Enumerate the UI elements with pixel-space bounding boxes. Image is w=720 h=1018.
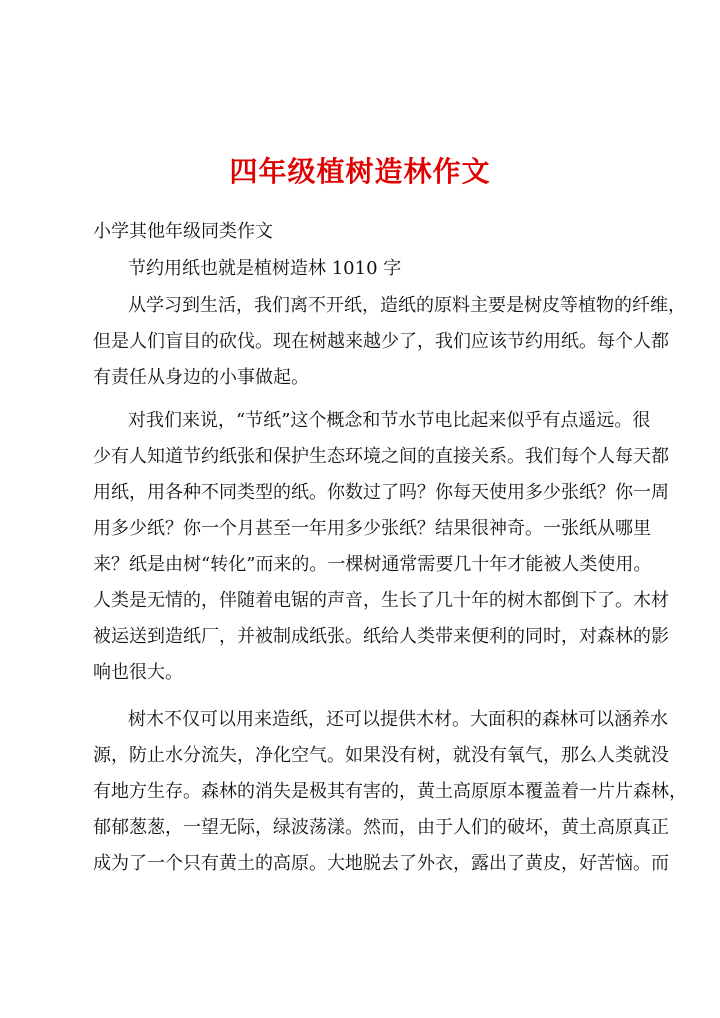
paragraph-line: 用多少纸？你一个月甚至一年用多少张纸？结果很神奇。一张纸从哪里 <box>93 518 651 539</box>
paragraph-line: 源，防止水分流失，净化空气。如果没有树，就没有氧气，那么人类就没 <box>93 745 669 766</box>
paragraph-3 <box>93 709 687 890</box>
category-label <box>93 222 633 242</box>
subtitle <box>128 259 633 279</box>
paragraph-2 <box>93 410 669 699</box>
page-title: 四年级植树造林作文 <box>229 155 491 188</box>
category-text: 小学其他年级同类作文 <box>93 221 273 242</box>
paragraph-line: 对我们来说，“节纸”这个概念和节水节电比起来似乎有点遥远。很 <box>128 410 651 431</box>
paragraph-line: 有责任从身边的小事做起。 <box>93 367 309 388</box>
subtitle-text: 节约用纸也就是植树造林 1010 字 <box>128 258 402 279</box>
paragraph-line: 来？纸是由树“转化”而来的。一棵树通常需要几十年才能被人类使用。 <box>93 554 652 575</box>
paragraph-line: 树木不仅可以用来造纸，还可以提供木材。大面积的森林可以涵养水 <box>128 709 668 730</box>
paragraph-line: 响也很大。 <box>93 662 183 683</box>
paragraph-line: 人类是无情的，伴随着电锯的声音，生长了几十年的树木都倒下了。木材 <box>93 590 669 611</box>
paragraph-line: 被运送到造纸厂，并被制成纸张。纸给人类带来便利的同时，对森林的影 <box>93 626 669 647</box>
paragraph-line: 用纸，用各种不同类型的纸。你数过了吗？你每天使用多少张纸？你一周 <box>93 482 669 503</box>
paragraph-line: 但是人们盲目的砍伐。现在树越来越少了，我们应该节约用纸。每个人都 <box>93 331 669 352</box>
paragraph-line: 成为了一个只有黄土的高原。大地脱去了外衣，露出了黄皮，好苦恼。而 <box>93 853 669 874</box>
paragraph-line: 少有人知道节约纸张和保护生态环境之间的直接关系。我们每个人每天都 <box>93 446 669 467</box>
paragraph-1 <box>93 295 686 404</box>
paragraph-line: 郁郁葱葱，一望无际，绿波荡漾。然而，由于人们的破坏，黄土高原真正 <box>93 817 669 838</box>
paragraph-line: 从学习到生活，我们离不开纸，造纸的原料主要是树皮等植物的纤维， <box>128 295 686 316</box>
paragraph-line: 有地方生存。森林的消失是极其有害的，黄土高原原本覆盖着一片片森林， <box>93 781 687 802</box>
